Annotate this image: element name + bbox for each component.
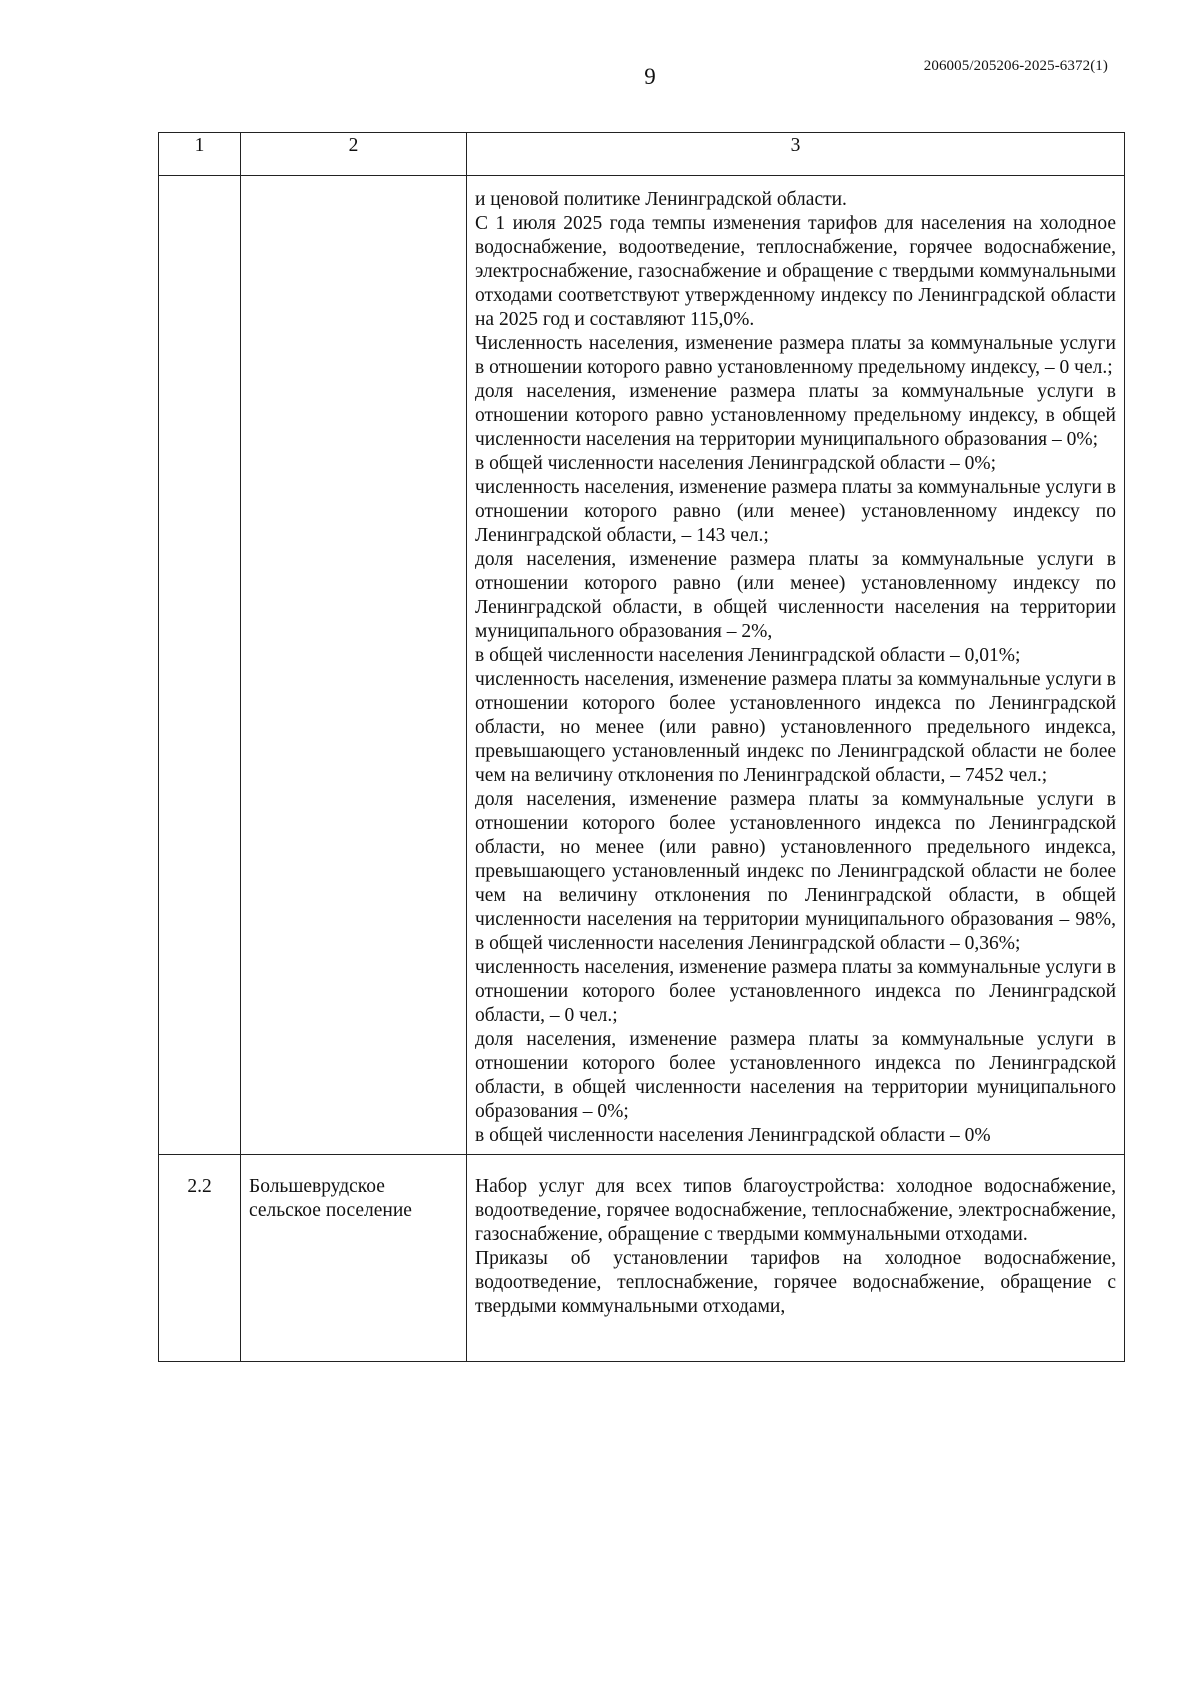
- page-number: 9: [644, 64, 656, 89]
- data-table: [158, 132, 1125, 1362]
- table-row: [159, 176, 1125, 1155]
- column-header: 1: [159, 133, 241, 176]
- settlement-name-cell: Большеврудское сельское поселение: [241, 1155, 467, 1362]
- paragraph: Численность населения, изменение размера платы за коммунальные услуги в отношении которого равно установленному предельному индексу, – 0 чел.;: [475, 333, 1116, 378]
- table-row: [159, 1155, 1125, 1362]
- row-number-cell: 2.2: [159, 1155, 241, 1362]
- paragraph: Приказы об установлении тарифов на холодное водоснабжение, водоотведение, теплоснабжение, горячее водоснабжение, обращение с твердыми коммунальными отходами,: [475, 1248, 1116, 1317]
- document-id: 206005/205206-2025-6372(1): [923, 58, 1108, 74]
- description-cell: [467, 176, 1125, 1155]
- paragraph: доля населения, изменение размера платы за коммунальные услуги в отношении которого равно установленному предельному индексу, в общей численности населения на территории муниципального образования – 0%;: [475, 381, 1116, 450]
- paragraph: численность населения, изменение размера платы за коммунальные услуги в отношении которого более установленного индекса по Ленинградской области, – 0 чел.;: [475, 957, 1116, 1026]
- table-header-row: [159, 133, 1125, 176]
- paragraph: Набор услуг для всех типов благоустройства: холодное водоснабжение, водоотведение, горячее водоснабжение, теплоснабжение, электроснабжение, газоснабжение, обращение с твердыми коммунальными отходами.: [475, 1176, 1116, 1245]
- description-cell: [467, 1155, 1125, 1362]
- paragraph: доля населения, изменение размера платы за коммунальные услуги в отношении которого равно (или менее) установленному индексу по Ленинградской области, в общей численности населения на территории муниципального образования – 2%,: [475, 549, 1116, 642]
- paragraph: численность населения, изменение размера платы за коммунальные услуги в отношении которого равно (или менее) установленному индексу по Ленинградской области, – 143 чел.;: [475, 477, 1116, 546]
- column-header: 3: [467, 133, 1125, 176]
- paragraph: доля населения, изменение размера платы за коммунальные услуги в отношении которого более установленного индекса по Ленинградской области, в общей численности населения на территории муниципального образования – 0%;: [475, 1029, 1116, 1122]
- column-header: 2: [241, 133, 467, 176]
- paragraph: доля населения, изменение размера платы за коммунальные услуги в отношении которого более установленного индекса по Ленинградской области, но менее (или равно) установленного предельного индекса, превышающего установленный индекс по Ленинградской области не более чем на величину отклонения по Ленинградской области, в общей численности населения на территории муниципального образования – 98%, в общей численности населения Ленинградской области – 0,36%;: [475, 789, 1116, 954]
- paragraph: в общей численности населения Ленинградской области – 0%;: [475, 453, 997, 474]
- settlement-name-cell: [241, 176, 467, 1155]
- paragraph: в общей численности населения Ленинградской области – 0,01%;: [475, 645, 1021, 666]
- paragraph: С 1 июля 2025 года темпы изменения тарифов для населения на холодное водоснабжение, водоотведение, теплоснабжение, горячее водоснабжение, электроснабжение, газоснабжение и обращение с твердыми коммунальными отходами соответствуют утвержденному индексу по Ленинградской области на 2025 год и составляют 115,0%.: [475, 213, 1116, 330]
- paragraph: численность населения, изменение размера платы за коммунальные услуги в отношении которого более установленного индекса по Ленинградской области, но менее (или равно) установленного предельного индекса, превышающего установленный индекс по Ленинградской области не более чем на величину отклонения по Ленинградской области, – 7452 чел.;: [475, 669, 1116, 786]
- paragraph: и ценовой политике Ленинградской области.: [475, 189, 847, 210]
- paragraph: в общей численности населения Ленинградской области – 0%: [475, 1125, 991, 1146]
- row-number-cell: [159, 176, 241, 1155]
